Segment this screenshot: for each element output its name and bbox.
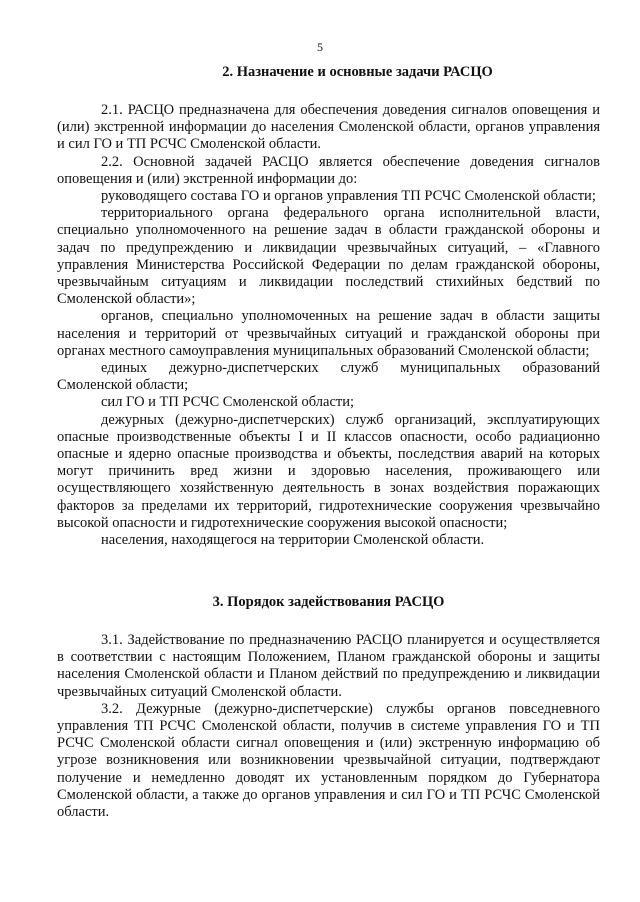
paragraph-2-1: 2.1. РАСЦО предназначена для обеспечения доведения сигналов оповещения и (или) экстренной информации до населения Смоленской области, органов управления и сил ГО и ТП РСЧС Смоленской области. <box>57 102 600 153</box>
page-number: 5 <box>317 40 323 54</box>
list-item-leadership: руководящего состава ГО и органов управления ТП РСЧС Смоленской области; <box>101 188 596 205</box>
paragraph-2-2: 2.2. Основной задачей РАСЦО является обеспечение доведения сигналов оповещения и (или) экстренной информации до: <box>57 153 600 187</box>
paragraph-3-1: 3.1. Задействование по предназначению РАСЦО планируется и осуществляется в соответствии с настоящим Положением, Планом гражданской обороны и защиты населения Смоленской области и Планом действий по предупреждению и ликвидации чрезвычайных ситуаций Смоленской области. <box>57 632 600 700</box>
list-item-forces: сил ГО и ТП РСЧС Смоленской области; <box>101 394 354 411</box>
paragraph-3-2: 3.2. Дежурные (дежурно-диспетчерские) службы органов повседневного управления ТП РСЧС Смоленской области, получив в системе управления ГО и ТП РСЧС Смоленской области сигнал оповещения и (или) экстренную информацию об угрозе возникновения или возникновении чрезвычайной ситуации, подтверждают получение и немедленно доводят их установленным порядком до Губернатора Смоленской области, а также до органов управления и сил ГО и ТП РСЧС Смоленской области. <box>57 700 600 821</box>
section-2-heading: 2. Назначение и основные задачи РАСЦО <box>222 64 493 80</box>
list-item-organization-services: дежурных (дежурно-диспетчерских) служб организаций, эксплуатирующих опасные производственные объекты I и II классов опасности, особо радиационно опасные и ядерно опасные производства и объекты, последствия аварий на которых могут причинить вред жизни и здоровью населения, проживающего или осуществляющего хозяйственную деятельность в зонах воздействия поражающих факторов за пределами их территорий, гидротехнические сооружения чрезвычайно высокой опасности и гидротехнические сооружения высокой опасности; <box>57 411 600 531</box>
section-3-heading: 3. Порядок задействования РАСЦО <box>212 594 445 610</box>
list-item-municipal-bodies: органов, специально уполномоченных на решение задач в области защиты населения и территорий от чрезвычайных ситуаций и гражданской обороны при органах местного самоуправления муниципальных образований Смоленской области; <box>57 308 600 359</box>
list-item-dispatch-services: единых дежурно-диспетчерских служб муниципальных образований Смоленской области; <box>57 360 600 394</box>
section-3 <box>57 594 600 821</box>
section-3-body <box>57 632 600 821</box>
section-2-body <box>57 102 600 549</box>
section-2 <box>57 64 600 549</box>
list-item-territorial-body: территориального органа федерального органа исполнительной власти, специально уполномоченного на решение задач в области гражданской обороны и задач по предупреждению и ликвидации чрезвычайных ситуаций, – «Главного управления Министерства Российской Федерации по делам гражданской обороны, чрезвычайным ситуациям и ликвидации последствий стихийных бедствий по Смоленской области»; <box>57 205 600 308</box>
list-item-population: населения, находящегося на территории Смоленской области. <box>101 532 485 549</box>
